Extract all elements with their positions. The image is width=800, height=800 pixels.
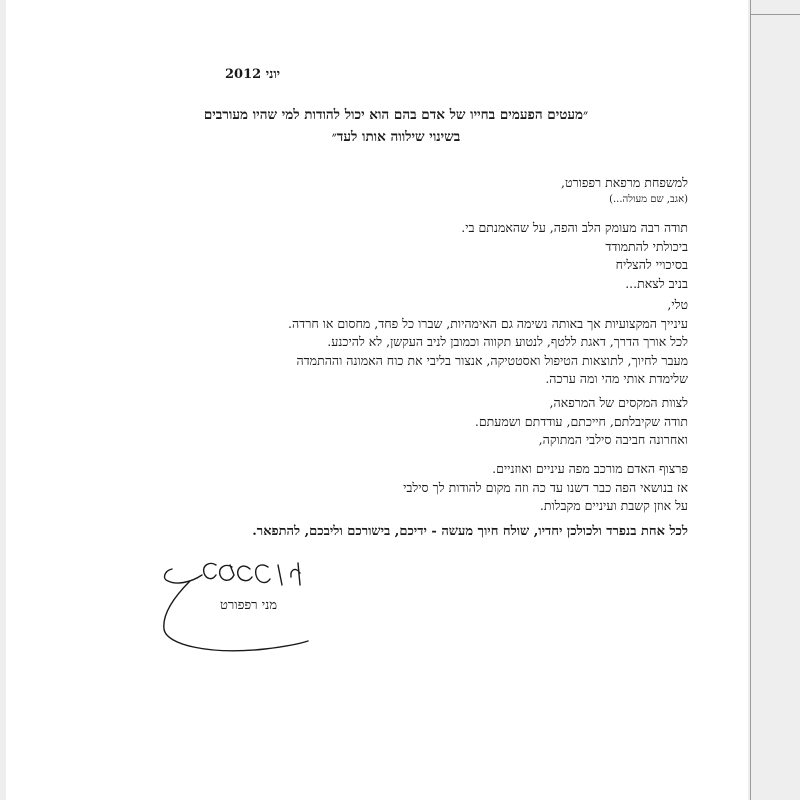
thanks-paragraph	[461, 219, 688, 293]
team-line: ואחרונה חביבה סילבי המתוקה,	[538, 432, 688, 447]
silvi-line: על אוזן קשבת ועיניים מקבלות.	[539, 498, 688, 513]
thanks-line: בניב לצאת...	[625, 275, 688, 291]
closing-line: לכל אחת בנפרד ולכולכן יחדיו, שולח חיוך מעשה - ידיכם, בישורכם וליבכם, להתפאר.	[252, 524, 688, 539]
thanks-line: תודה רבה מעומק הלב והפה, על שהאמנתם בי.	[461, 220, 688, 235]
motto-line: בשינוי שילווה אותו לעד״	[331, 129, 461, 145]
tali-greeting: טלי,	[667, 297, 688, 312]
motto-line: ״מעטים הפעמים בחייו של אדם בהם הוא יכול להודות למי שהיו מעורבים	[203, 107, 589, 123]
team-paragraph	[475, 394, 688, 450]
addressee-note: (אגב, שם מעולה...)	[609, 193, 688, 205]
addressee: למשפחת מרפאת רפפורט,	[561, 175, 688, 190]
motto	[160, 104, 632, 148]
letter-date: יוני 2012	[225, 67, 281, 82]
page-edge	[750, 0, 751, 800]
tali-line: שלימדת אותי מהי ומה ערכה.	[545, 371, 688, 386]
team-greeting: לצוות המקסים של המרפאה,	[549, 395, 688, 410]
silvi-line: פרצוף האדם מורכב מפה עיניים ואוזניים.	[492, 461, 688, 476]
tali-line: לכל אורך הדרך, דאגת ללטף, לנטוע תקווה וכמובן לניב העקשן, לא להיכנע.	[327, 334, 688, 349]
page-edge-top	[750, 14, 800, 15]
tali-line: עינייך המקצועיות אך באותה נשימה גם האימהיות, שברו כל פחד, מחסום או חרדה.	[288, 315, 688, 331]
team-line: תודה שקיבלתם, חייכתם, עודדתם ושמעתם.	[474, 413, 688, 429]
tali-line: מעבר לחיוך, לתוצאות הטיפול ואסטטיקה, אנצור בליבי את כוח האמונה וההתמדה	[296, 352, 688, 368]
addressee-block	[561, 174, 688, 207]
signer-name: מני רפפורט	[220, 598, 278, 613]
thanks-line: ביכולתי להתמודד	[605, 238, 688, 254]
tali-paragraph	[288, 296, 688, 389]
silvi-line: אז בנושאי הפה כבר דשנו עד כה וזה מקום להודות לך סילבי	[403, 479, 688, 495]
thanks-line: בסיכויי להצליח	[615, 257, 688, 272]
silvi-paragraph	[403, 460, 688, 516]
